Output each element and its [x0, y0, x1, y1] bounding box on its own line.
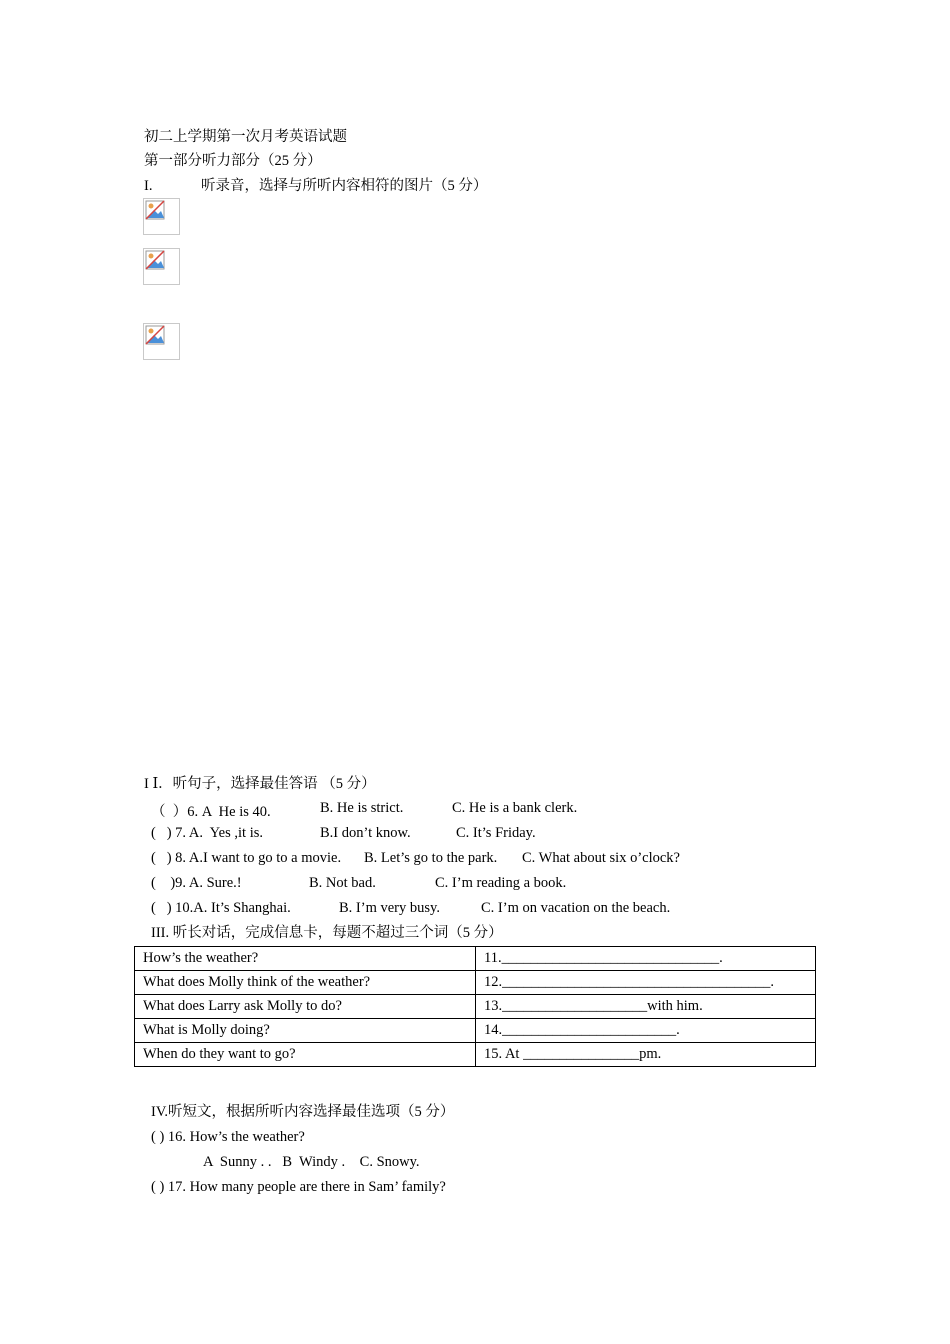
option-b: B. Not bad. — [309, 875, 376, 891]
table-cell-question: What does Larry ask Molly to do? — [135, 995, 476, 1019]
option-b: B. I’m very busy. — [339, 900, 440, 916]
table-cell-question: What is Molly doing? — [135, 1019, 476, 1043]
table-row — [135, 947, 816, 971]
table-cell-answer: 12._____________________________________. — [476, 971, 816, 995]
section2-title: I Ⅰ．听句子，选择最佳答语 （5 分） — [144, 776, 376, 792]
broken-image-icon — [143, 198, 180, 235]
part-heading: 第一部分听力部分（25 分） — [144, 153, 322, 169]
broken-image-icon — [143, 323, 180, 360]
option-a: ( ) 10.A. It’s Shanghai. — [151, 900, 291, 916]
option-c: C. He is a bank clerk. — [452, 800, 578, 816]
table-row — [135, 995, 816, 1019]
table-row — [135, 1019, 816, 1043]
option-c: C. I’m on vacation on the beach. — [481, 900, 671, 916]
table-cell-answer: 15. At ________________pm. — [476, 1043, 816, 1067]
table-row — [135, 971, 816, 995]
option-a: （ ）6. A He is 40. — [151, 804, 271, 820]
section1-number: I. — [144, 178, 153, 194]
option-b: B. He is strict. — [320, 800, 404, 816]
section1-instruction: 听录音，选择与所听内容相符的图片（5 分） — [201, 178, 488, 194]
option-c: C. I’m reading a book. — [435, 875, 567, 891]
section3-title: III. 听长对话，完成信息卡，每题不超过三个词（5 分） — [151, 925, 503, 941]
table-cell-answer: 14.________________________. — [476, 1019, 816, 1043]
option-c: C. What about six o’clock? — [522, 850, 680, 866]
broken-image-icon — [143, 248, 180, 285]
option-b: B.I don’t know. — [320, 825, 411, 841]
table-cell-question: When do they want to go? — [135, 1043, 476, 1067]
table-cell-answer: 13.____________________with him. — [476, 995, 816, 1019]
question-17: ( ) 17. How many people are there in Sam’ family? — [151, 1179, 446, 1195]
option-b: B. Let’s go to the park. — [364, 850, 498, 866]
option-a: ( ) 8. A.I want to go to a movie. — [151, 850, 342, 866]
table-cell-question: What does Molly think of the weather? — [135, 971, 476, 995]
question-16-options: A Sunny . . B Windy . C. Snowy. — [203, 1154, 420, 1170]
option-a: ( ) 7. A. Yes ,it is. — [151, 825, 263, 841]
exam-title: 初二上学期第一次月考英语试题 — [144, 129, 347, 145]
table-cell-question: How’s the weather? — [135, 947, 476, 971]
section4-title: IV.听短文，根据所听内容选择最佳选项（5 分） — [151, 1104, 455, 1120]
table-row — [135, 1043, 816, 1067]
table-cell-answer: 11.______________________________. — [476, 947, 816, 971]
option-c: C. It’s Friday. — [456, 825, 536, 841]
option-a: ( )9. A. Sure.! — [151, 875, 242, 891]
info-card-table — [134, 946, 816, 1067]
question-16: ( ) 16. How’s the weather? — [151, 1129, 305, 1145]
